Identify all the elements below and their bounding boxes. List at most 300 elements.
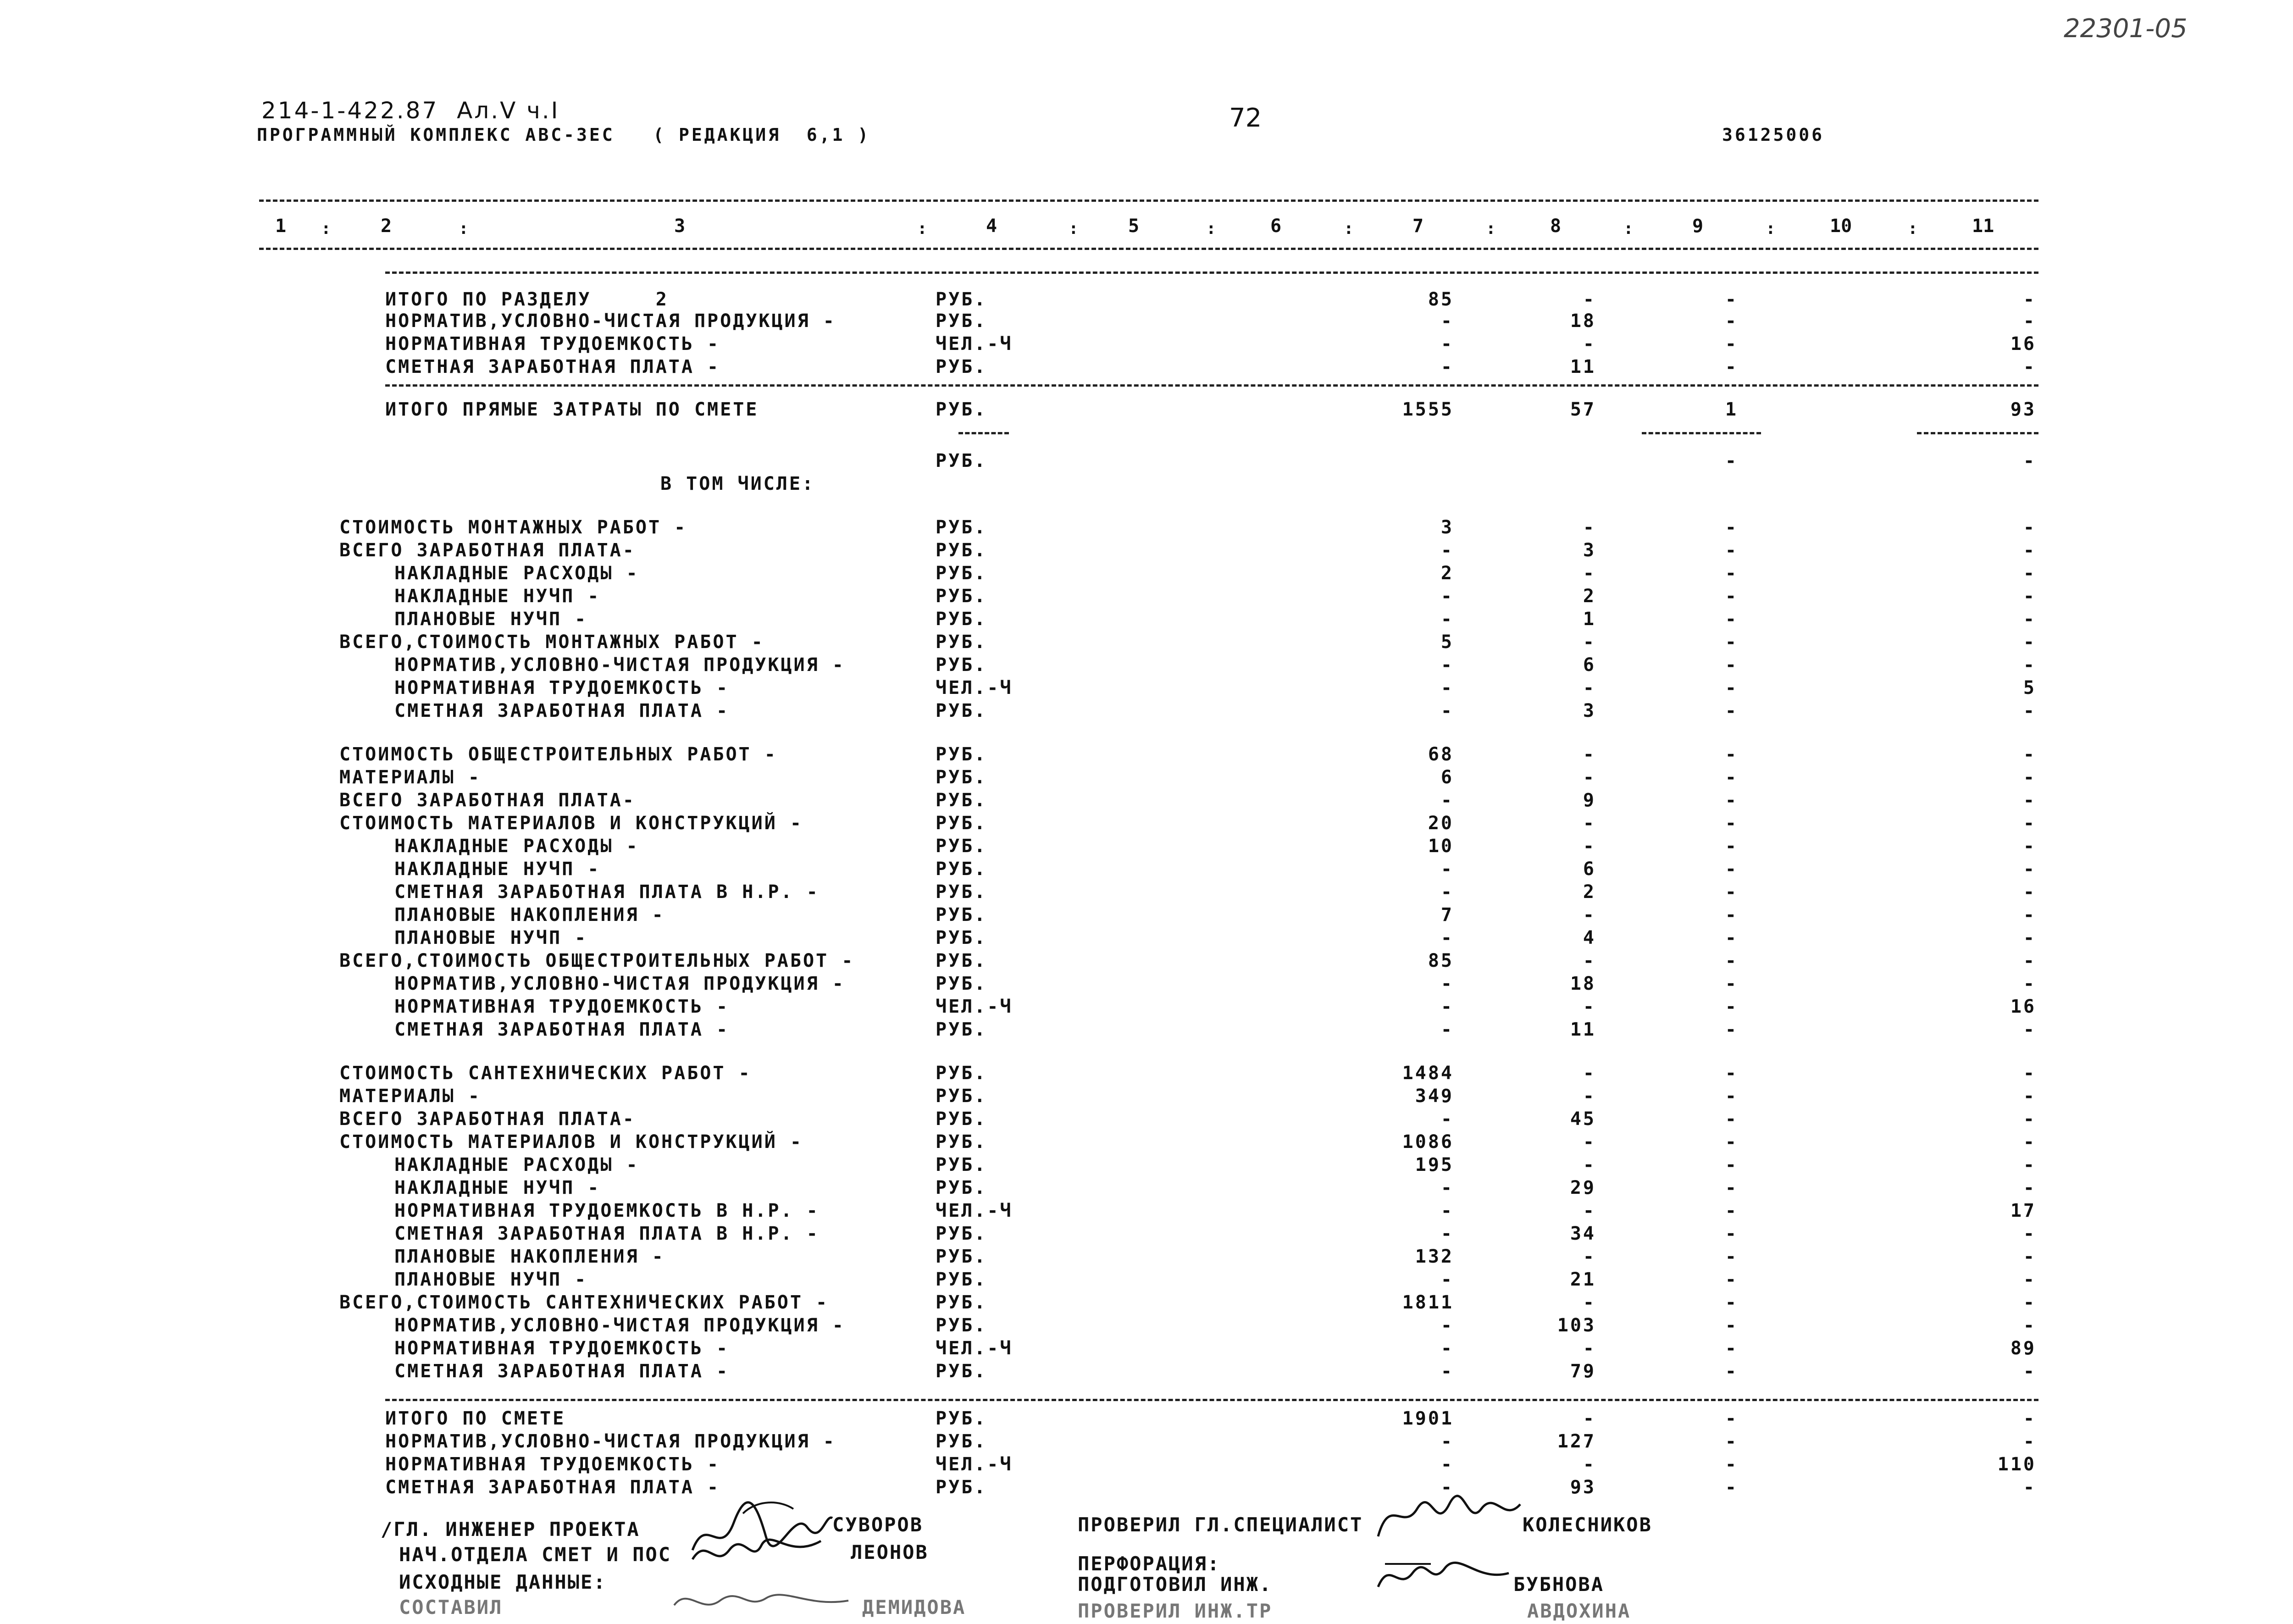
- table-row: [385, 1337, 2036, 1360]
- row-col9: -: [1725, 654, 1738, 676]
- row-col9: -: [1725, 973, 1738, 994]
- row-label: НАКЛАДНЫЕ РАСХОДЫ -: [394, 563, 639, 584]
- row-col9: -: [1725, 1154, 1738, 1175]
- row-label: В ТОМ ЧИСЛЕ:: [660, 473, 815, 494]
- row-col7: 7: [1440, 904, 1454, 926]
- row-col8: 6: [1583, 859, 1596, 880]
- row-col9: -: [1725, 1477, 1738, 1498]
- chief-engineer-name: СУВОРОВ: [832, 1513, 924, 1536]
- row-col8: -: [1583, 950, 1596, 971]
- row-col7: 195: [1415, 1154, 1454, 1175]
- table-row: [339, 789, 2036, 812]
- row-col11: 17: [2010, 1200, 2036, 1221]
- row-col11: -: [2023, 1131, 2036, 1153]
- row-col9: -: [1725, 1177, 1738, 1198]
- row-col8: -: [1583, 517, 1596, 538]
- row-col7: -: [1440, 1477, 1454, 1498]
- row-col9: -: [1725, 1431, 1738, 1452]
- section-rule: [385, 272, 2038, 274]
- row-col9: -: [1725, 450, 1738, 471]
- row-col7: -: [1440, 333, 1454, 355]
- row-col11: -: [2023, 881, 2036, 903]
- row-label: НОРМАТИВ,УСЛОВНО-ЧИСТАЯ ПРОДУКЦИЯ -: [385, 1431, 836, 1452]
- row-col11: 110: [1997, 1454, 2036, 1475]
- row-unit: ЧЕЛ.-Ч: [936, 1200, 1013, 1221]
- row-col9: -: [1725, 1338, 1738, 1359]
- signature-leonov: [688, 1527, 825, 1573]
- checked-label: ПРОВЕРИЛ ГЛ.СПЕЦИАЛИСТ: [1078, 1513, 1363, 1536]
- row-col9: 1: [1725, 399, 1738, 420]
- row-unit: ЧЕЛ.-Ч: [936, 996, 1013, 1017]
- row-col11: -: [2023, 1431, 2036, 1452]
- row-col7: -: [1440, 996, 1454, 1017]
- row-label: НОРМАТИВ,УСЛОВНО-ЧИСТАЯ ПРОДУКЦИЯ -: [394, 654, 845, 676]
- row-col8: 103: [1557, 1315, 1596, 1336]
- row-col7: -: [1440, 1109, 1454, 1130]
- column-separator: :: [1623, 219, 1634, 238]
- source-data-label: ИСХОДНЫЕ ДАННЫЕ:: [399, 1571, 607, 1593]
- row-col7: 2: [1440, 563, 1454, 584]
- row-col9: -: [1725, 356, 1738, 377]
- row-label: СМЕТНАЯ ЗАРАБОТНАЯ ПЛАТА -: [385, 356, 720, 377]
- row-col7: -: [1440, 654, 1454, 676]
- row-unit: РУБ.: [936, 790, 987, 811]
- row-col8: -: [1583, 1454, 1596, 1475]
- row-label: СТОИМОСТЬ МАТЕРИАЛОВ И КОНСТРУКЦИЙ -: [339, 1131, 803, 1153]
- row-col7: -: [1440, 881, 1454, 903]
- doc-code: 214-1-422.87 Ал.V ч.I: [261, 97, 560, 124]
- row-col11: -: [2023, 1019, 2036, 1040]
- row-unit: РУБ.: [936, 1086, 987, 1107]
- row-unit: РУБ.: [936, 1315, 987, 1336]
- row-col11: -: [2023, 1477, 2036, 1498]
- row-unit: РУБ.: [936, 586, 987, 607]
- verified-name: АВДОХИНА: [1527, 1600, 1631, 1622]
- table-row: [339, 1062, 2036, 1085]
- row-col8: 3: [1583, 700, 1596, 721]
- row-col11: -: [2023, 632, 2036, 653]
- row-label: СТОИМОСТЬ МОНТАЖНЫХ РАБОТ -: [339, 517, 687, 538]
- row-col9: -: [1725, 950, 1738, 971]
- section-rule: [385, 384, 2038, 387]
- row-col11: -: [2023, 1109, 2036, 1130]
- row-col8: 45: [1570, 1109, 1596, 1130]
- row-label: МАТЕРИАЛЫ -: [339, 1086, 481, 1107]
- row-col7: -: [1440, 540, 1454, 561]
- row-col11: -: [2023, 927, 2036, 948]
- compiled-name: ДЕМИДОВА: [862, 1596, 966, 1618]
- row-col9: -: [1725, 310, 1738, 332]
- row-col11: -: [2023, 356, 2036, 377]
- row-col11: -: [2023, 563, 2036, 584]
- table-row: [385, 1018, 2036, 1041]
- prepared-label: ПОДГОТОВИЛ ИНЖ.: [1078, 1573, 1273, 1596]
- row-col7: 349: [1415, 1086, 1454, 1107]
- row-col11: -: [2023, 813, 2036, 834]
- row-unit: РУБ.: [936, 700, 987, 721]
- column-header-10: 10: [1830, 216, 1852, 237]
- row-unit: ЧЕЛ.-Ч: [936, 1454, 1013, 1475]
- row-col11: -: [2023, 1154, 2036, 1175]
- row-col9: -: [1725, 1131, 1738, 1153]
- table-row: [385, 858, 2036, 881]
- row-unit: ЧЕЛ.-Ч: [936, 333, 1013, 355]
- row-col7: 5: [1440, 632, 1454, 653]
- row-col11: -: [2023, 586, 2036, 607]
- row-col9: -: [1725, 1269, 1738, 1290]
- row-col9: -: [1725, 632, 1738, 653]
- row-col11: 16: [2010, 333, 2036, 355]
- row-col8: -: [1583, 563, 1596, 584]
- row-col8: 18: [1570, 310, 1596, 332]
- table-row: [385, 699, 2036, 722]
- table-row: [385, 608, 2036, 631]
- row-col8: -: [1583, 1338, 1596, 1359]
- column-separator: :: [917, 219, 927, 238]
- row-col11: -: [2023, 540, 2036, 561]
- row-unit: РУБ.: [936, 1223, 987, 1244]
- row-label: ВСЕГО,СТОИМОСТЬ ОБЩЕСТРОИТЕЛЬНЫХ РАБОТ -: [339, 950, 855, 971]
- row-col8: 57: [1570, 399, 1596, 420]
- table-row: [385, 1153, 2036, 1176]
- row-label: ВСЕГО ЗАРАБОТНАЯ ПЛАТА-: [339, 1109, 636, 1130]
- row-col9: -: [1725, 744, 1738, 765]
- row-col11: -: [2023, 904, 2036, 926]
- compiled-label: СОСТАВИЛ: [399, 1596, 503, 1618]
- row-col8: -: [1583, 333, 1596, 355]
- row-unit: РУБ.: [936, 654, 987, 676]
- row-col8: -: [1583, 904, 1596, 926]
- row-label: НАКЛАДНЫЕ РАСХОДЫ -: [394, 1154, 639, 1175]
- row-col8: -: [1583, 996, 1596, 1017]
- header-rule-top: [259, 200, 2038, 202]
- row-unit: РУБ.: [936, 973, 987, 994]
- table-row: [385, 926, 2036, 949]
- row-label: НОРМАТИВНАЯ ТРУДОЕМКОСТЬ -: [394, 677, 730, 698]
- signature-demidova: [670, 1582, 853, 1619]
- column-separator: :: [1344, 219, 1354, 238]
- table-row: [385, 1430, 2036, 1453]
- row-label: СМЕТНАЯ ЗАРАБОТНАЯ ПЛАТА В Н.Р. -: [394, 881, 820, 903]
- table-row: [385, 1268, 2036, 1291]
- row-col9: -: [1725, 904, 1738, 926]
- row-unit: РУБ.: [936, 859, 987, 880]
- row-unit: РУБ.: [936, 904, 987, 926]
- column-header-1: 1: [275, 216, 287, 237]
- row-col8: 6: [1583, 654, 1596, 676]
- table-row: [385, 1222, 2036, 1245]
- table-row: [339, 1291, 2036, 1314]
- row-col8: -: [1583, 1086, 1596, 1107]
- subtotal-rule: [958, 432, 1009, 434]
- row-label: НОРМАТИВ,УСЛОВНО-ЧИСТАЯ ПРОДУКЦИЯ -: [394, 973, 845, 994]
- table-row: [385, 972, 2036, 995]
- row-unit: РУБ.: [936, 1477, 987, 1498]
- row-col8: -: [1583, 1246, 1596, 1267]
- row-label: ПЛАНОВЫЕ НУЧП -: [394, 1269, 588, 1290]
- row-col9: -: [1725, 1019, 1738, 1040]
- row-col7: -: [1440, 1019, 1454, 1040]
- row-label: НАКЛАДНЫЕ НУЧП -: [394, 586, 601, 607]
- row-label: ВСЕГО,СТОИМОСТЬ САНТЕХНИЧЕСКИХ РАБОТ -: [339, 1292, 829, 1313]
- row-label: ПЛАНОВЫЕ НУЧП -: [394, 609, 588, 630]
- row-col7: -: [1440, 700, 1454, 721]
- row-col11: -: [2023, 744, 2036, 765]
- row-unit: РУБ.: [936, 744, 987, 765]
- row-unit: РУБ.: [936, 1408, 987, 1429]
- table-row: [385, 995, 2036, 1018]
- row-col11: 5: [2023, 677, 2036, 698]
- row-col11: -: [2023, 289, 2036, 310]
- signature-bubnova: [1376, 1555, 1513, 1596]
- row-label: СТОИМОСТЬ САНТЕХНИЧЕСКИХ РАБОТ -: [339, 1063, 752, 1084]
- row-unit: РУБ.: [936, 836, 987, 857]
- row-col11: -: [2023, 1269, 2036, 1290]
- row-col7: 85: [1428, 289, 1454, 310]
- column-separator: :: [1206, 219, 1216, 238]
- row-col9: -: [1725, 767, 1738, 788]
- subtotal-rule: [1917, 432, 2038, 434]
- row-col11: -: [2023, 450, 2036, 471]
- row-label: НАКЛАДНЫЕ РАСХОДЫ -: [394, 836, 639, 857]
- row-unit: РУБ.: [936, 563, 987, 584]
- row-unit: ЧЕЛ.-Ч: [936, 1338, 1013, 1359]
- column-separator: :: [1486, 219, 1496, 238]
- row-col11: -: [2023, 1246, 2036, 1267]
- row-col11: -: [2023, 859, 2036, 880]
- row-col8: 3: [1583, 540, 1596, 561]
- row-col11: -: [2023, 1292, 2036, 1313]
- row-col7: -: [1440, 1200, 1454, 1221]
- verified-label: ПРОВЕРИЛ ИНЖ.ТР: [1078, 1600, 1273, 1622]
- column-header-3: 3: [674, 216, 686, 237]
- table-row: [385, 585, 2036, 608]
- table-row: [339, 743, 2036, 766]
- row-col8: 127: [1557, 1431, 1596, 1452]
- row-unit: РУБ.: [936, 767, 987, 788]
- row-col9: -: [1725, 927, 1738, 948]
- row-col9: -: [1725, 996, 1738, 1017]
- table-row: [385, 310, 2036, 333]
- row-unit: РУБ.: [936, 1019, 987, 1040]
- row-col11: -: [2023, 310, 2036, 332]
- table-row: [385, 1176, 2036, 1199]
- row-col7: -: [1440, 927, 1454, 948]
- row-col8: 34: [1570, 1223, 1596, 1244]
- row-col11: -: [2023, 767, 2036, 788]
- row-col7: -: [1440, 973, 1454, 994]
- row-col8: -: [1583, 1200, 1596, 1221]
- row-col9: -: [1725, 563, 1738, 584]
- row-unit: РУБ.: [936, 1431, 987, 1452]
- table-row: [339, 1131, 2036, 1153]
- row-col9: -: [1725, 700, 1738, 721]
- row-col11: -: [2023, 790, 2036, 811]
- row-col8: -: [1583, 744, 1596, 765]
- column-header-5: 5: [1128, 216, 1140, 237]
- row-col11: -: [2023, 1361, 2036, 1382]
- page-number: 72: [1229, 103, 1262, 133]
- perforation-label: ПЕРФОРАЦИЯ:: [1078, 1552, 1221, 1575]
- row-unit: РУБ.: [936, 540, 987, 561]
- row-unit: РУБ.: [936, 517, 987, 538]
- row-label: ПЛАНОВЫЕ НАКОПЛЕНИЯ -: [394, 1246, 665, 1267]
- row-col7: 10: [1428, 836, 1454, 857]
- row-col7: -: [1440, 310, 1454, 332]
- table-row: [339, 812, 2036, 835]
- row-label: СМЕТНАЯ ЗАРАБОТНАЯ ПЛАТА В Н.Р. -: [394, 1223, 820, 1244]
- column-separator: :: [321, 219, 331, 238]
- column-header-7: 7: [1412, 216, 1424, 237]
- row-col7: 1086: [1402, 1131, 1454, 1153]
- row-col9: -: [1725, 836, 1738, 857]
- row-label: ИТОГО ПО СМЕТЕ: [385, 1408, 566, 1429]
- row-label: ВСЕГО ЗАРАБОТНАЯ ПЛАТА-: [339, 790, 636, 811]
- column-header-8: 8: [1550, 216, 1562, 237]
- column-separator: :: [1069, 219, 1079, 238]
- row-label: ПЛАНОВЫЕ НАКОПЛЕНИЯ -: [394, 904, 665, 926]
- row-col7: -: [1440, 586, 1454, 607]
- row-col7: 1811: [1402, 1292, 1454, 1313]
- row-unit: РУБ.: [936, 1154, 987, 1175]
- row-label: НОРМАТИВНАЯ ТРУДОЕМКОСТЬ -: [385, 333, 720, 355]
- table-row: [385, 1453, 2036, 1476]
- row-col7: -: [1440, 859, 1454, 880]
- checked-name: КОЛЕСНИКОВ: [1523, 1513, 1652, 1536]
- row-unit: РУБ.: [936, 399, 987, 420]
- row-unit: ЧЕЛ.-Ч: [936, 677, 1013, 698]
- table-row: [385, 1360, 2036, 1383]
- row-col11: -: [2023, 517, 2036, 538]
- row-col7: -: [1440, 1454, 1454, 1475]
- row-col9: -: [1725, 1361, 1738, 1382]
- row-col8: 21: [1570, 1269, 1596, 1290]
- row-col11: -: [2023, 1086, 2036, 1107]
- row-unit: РУБ.: [936, 1292, 987, 1313]
- table-row: [385, 1199, 2036, 1222]
- row-col7: 1555: [1402, 399, 1454, 420]
- dept-head-label: НАЧ.ОТДЕЛА СМЕТ И ПОС: [399, 1543, 672, 1566]
- section-rule: [385, 1399, 2038, 1401]
- row-col11: -: [2023, 973, 2036, 994]
- row-col7: -: [1440, 1223, 1454, 1244]
- row-col7: 1484: [1402, 1063, 1454, 1084]
- table-row: [339, 516, 2036, 539]
- row-col7: -: [1440, 1269, 1454, 1290]
- column-separator: :: [1908, 219, 1918, 238]
- column-header-11: 11: [1972, 216, 1994, 237]
- row-unit: РУБ.: [936, 632, 987, 653]
- row-col9: -: [1725, 881, 1738, 903]
- row-col9: -: [1725, 1292, 1738, 1313]
- row-label: СМЕТНАЯ ЗАРАБОТНАЯ ПЛАТА -: [394, 1019, 730, 1040]
- row-col8: -: [1583, 1408, 1596, 1429]
- row-label: НАКЛАДНЫЕ НУЧП -: [394, 1177, 601, 1198]
- column-header-4: 4: [986, 216, 997, 237]
- row-col7: 6: [1440, 767, 1454, 788]
- row-col11: -: [2023, 1177, 2036, 1198]
- column-separator: :: [459, 219, 469, 238]
- row-col8: 93: [1570, 1477, 1596, 1498]
- row-col8: 1: [1583, 609, 1596, 630]
- row-unit: РУБ.: [936, 1131, 987, 1153]
- row-col11: -: [2023, 609, 2036, 630]
- row-col11: 16: [2010, 996, 2036, 1017]
- table-row: [339, 766, 2036, 789]
- table-row: [385, 1245, 2036, 1268]
- row-col7: 1901: [1402, 1408, 1454, 1429]
- row-col11: -: [2023, 1408, 2036, 1429]
- row-label: СМЕТНАЯ ЗАРАБОТНАЯ ПЛАТА -: [385, 1477, 720, 1498]
- row-label: СТОИМОСТЬ МАТЕРИАЛОВ И КОНСТРУКЦИЙ -: [339, 813, 803, 834]
- row-col7: -: [1440, 1177, 1454, 1198]
- table-row: [339, 539, 2036, 562]
- row-col8: -: [1583, 1292, 1596, 1313]
- table-row: [339, 631, 2036, 654]
- row-unit: РУБ.: [936, 356, 987, 377]
- row-col9: -: [1725, 813, 1738, 834]
- row-unit: РУБ.: [936, 1063, 987, 1084]
- row-col9: -: [1725, 586, 1738, 607]
- row-col9: -: [1725, 790, 1738, 811]
- program-title: ПРОГРАММНЫЙ КОМПЛЕКС АВС-3ЕС ( РЕДАКЦИЯ 6,1 ): [257, 125, 871, 145]
- row-label: НОРМАТИВ,УСЛОВНО-ЧИСТАЯ ПРОДУКЦИЯ -: [385, 310, 836, 332]
- row-col11: -: [2023, 836, 2036, 857]
- row-col8: -: [1583, 289, 1596, 310]
- row-col7: -: [1440, 609, 1454, 630]
- row-unit: РУБ.: [936, 813, 987, 834]
- row-col8: 9: [1583, 790, 1596, 811]
- column-header-9: 9: [1692, 216, 1704, 237]
- row-col9: -: [1725, 333, 1738, 355]
- table-row: [385, 562, 2036, 585]
- row-col7: -: [1440, 1338, 1454, 1359]
- row-col11: -: [2023, 1223, 2036, 1244]
- row-col9: -: [1725, 1200, 1738, 1221]
- row-label: НАКЛАДНЫЕ НУЧП -: [394, 859, 601, 880]
- row-col9: -: [1725, 609, 1738, 630]
- row-col11: -: [2023, 1063, 2036, 1084]
- row-label: ПЛАНОВЫЕ НУЧП -: [394, 927, 588, 948]
- row-label: НОРМАТИВ,УСЛОВНО-ЧИСТАЯ ПРОДУКЦИЯ -: [394, 1315, 845, 1336]
- row-label: НОРМАТИВНАЯ ТРУДОЕМКОСТЬ -: [394, 996, 730, 1017]
- row-col9: -: [1725, 289, 1738, 310]
- row-col8: 11: [1570, 1019, 1596, 1040]
- row-unit: РУБ.: [936, 1246, 987, 1267]
- table-row: [385, 355, 2036, 378]
- row-col8: 2: [1583, 881, 1596, 903]
- row-col9: -: [1725, 677, 1738, 698]
- row-label: СМЕТНАЯ ЗАРАБОТНАЯ ПЛАТА -: [394, 1361, 730, 1382]
- row-unit: РУБ.: [936, 1269, 987, 1290]
- chief-engineer-label: /ГЛ. ИНЖЕНЕР ПРОЕКТА: [381, 1518, 640, 1541]
- table-row: [385, 1407, 2036, 1430]
- row-unit: РУБ.: [936, 289, 987, 310]
- row-label: СМЕТНАЯ ЗАРАБОТНАЯ ПЛАТА -: [394, 700, 730, 721]
- table-row: [339, 949, 2036, 972]
- table-row: [385, 835, 2036, 858]
- row-label: СТОИМОСТЬ ОБЩЕСТРОИТЕЛЬНЫХ РАБОТ -: [339, 744, 777, 765]
- row-col8: 4: [1583, 927, 1596, 948]
- row-col9: -: [1725, 1315, 1738, 1336]
- row-col7: 85: [1428, 950, 1454, 971]
- row-col9: -: [1725, 1454, 1738, 1475]
- table-row: [339, 1108, 2036, 1131]
- row-label: ИТОГО ПО РАЗДЕЛУ 2: [385, 289, 669, 310]
- row-unit: РУБ.: [936, 1109, 987, 1130]
- row-col9: -: [1725, 1246, 1738, 1267]
- table-row: [385, 1476, 2036, 1499]
